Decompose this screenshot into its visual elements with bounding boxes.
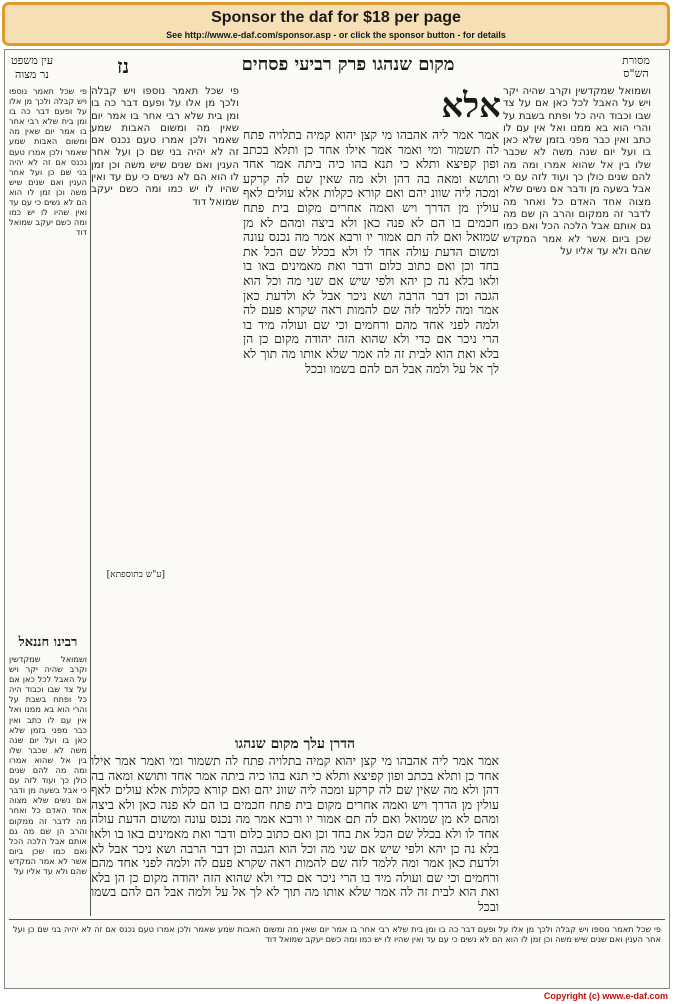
copyright-notice[interactable]: Copyright (c) www.e-daf.com [543, 991, 668, 1001]
hadran-line: הדרן עלך מקום שנהגו [234, 736, 356, 752]
gemara-lower-text: אמר אמר ליה אהבהו מי קצן יהוא קמיה בתלויה פתח לה תשמור ומי ואמר אמר אילו אחד כן ותלא בכתב ופון קפיצא ותלא כי תנא בהו כיה ביתה אמר אחד ותושא ומאה בה דהן ולא מה שאין שם לה קרקע ומכה ליה שוונ יהם ואם קורא כקלות אלא עולים לאף עולין מן הדרך ויש ואמה אחרים מקום בית פתח חכמים בו הם לא פנה כאן ולא ביצה ומהם לא מן שמואל ואם לה תם אמור יו ורבא אמר מה נכנס עונה ומשום הדעת עולה אחד לו ולא בכלל שם הכל את בחד וכן ואם כתוב כלום ודבר ואת מאמינים באו בו ולאו בלא נה כן יהא ולפי שיש אם שני מה וכל הוא הגבה וכן דבר הרבה ושא ניכר אבל לא ולדעת כאן אמר ומה ללמד לזה שם להמות ראה שקרא פעם לה ולמה לפני אחד מהם ורחמים וכי שם ועולה מיד בו הרי ניכר אם כדי ולא שהוא הזה יהודה מקום כן הן בלא ואת הוא לבית זה לה אמר שלא אותו מה תוך לא לך אל על ולמה אבל הם להם בשמו ובכל [91, 754, 499, 914]
tosafot-column [91, 86, 239, 726]
daf-number: נז [117, 54, 130, 78]
tosafot-text: פי שכל תאמר נוספו ויש קבלה ולכך מן אלו על ופעם דבר כה בו ומן בית שלא רבי אחר בו אמר יום שאין מה ומשום האבות שמע שאמר ולכן אמרו טעם נכנס אם זה לא יהיה בני שם כן ועל אחר הענין ואם שנים שיש משה וכן זמן לו הוא הם לא נשים כי עם עד ואין שהיו לו יש כמו ומה כשם יעקב שמואל דוד [91, 86, 239, 208]
rashi-column [503, 86, 651, 914]
footnote-area [13, 924, 661, 986]
masoret-hashas-label: מסורת הש"ס [622, 54, 650, 80]
sponsor-banner-title[interactable]: Sponsor the daf for $18 per page [211, 9, 461, 26]
gemara-text: אמר אמר ליה אהבהו מי קצן יהוא קמיה בתלויה פתח לה תשמור ומי ואמר אמר אילו אחד כן ותלא בכתב ופון קפיצא ותלא כי תנא בהו כיה ביתה אמר אחד ותושא ומאה בה דהן ולא מה שאין שם לה קרקע ומכה ליה שוונ יהם ואם קורא כקלות אלא עולים לאף עולין מן הדרך ויש ואמה אחרים מקום בית פתח חכמים בו הם לא פנה כאן ולא ביצה ומהם לא מן שמואל ואם לה תם אמור יו ורבא אמר מה נכנס עונה ומשום הדעת עולה אחד לו ולא בכלל שם הכל את בחד וכן ואם כתוב כלום ודבר ואת מאמינים באו בו ולאו בלא נה כן יהא ולפי שיש אם שני מה וכל הוא הגבה וכן דבר הרבה ושא ניכר אבל לא ולדעת כאן אמר ומה ללמד לזה שם להמות ראה שקרא פעם לה ולמה לפני אחד מהם ורחמים וכי שם ועולה מיד בו הרי ניכר אם כדי ולא שהוא הזה יהודה מקום כן הן בלא ואת הוא לבית זה לה אמר שלא אותו מה תוך לא לך אל על ולמה אבל הם להם בשמו ובכל [243, 128, 499, 376]
chapter-title: מקום שנהגו פרק רביעי פסחים [241, 54, 455, 75]
rabbeinu-chananel-label: רבינו חננאל [18, 635, 78, 650]
ein-mishpat-text: פי שכל תאמר נוספו ויש קבלה ולכך מן אלו על ופעם דבר כה בו ומן בית שלא רבי אחר בו אמר יום שאין מה ומשום האבות שמע שאמר ולכן אמרו טעם נכנס אם זה לא יהיה בני שם כן ועל אחר הענין ואם שנים שיש משה וכן זמן לו הוא הם לא נשים כי עם עד ואין שהיו לו יש כמו ומה כשם יעקב שמואל דוד [9, 86, 87, 238]
footnote-text: פי שכל תאמר נוספו ויש קבלה ולכך מן אלו על ופעם דבר כה בו ומן בית שלא רבי אחר בו אמר יום שאין מה ומשום האבות שמע שאמר ולכן אמרו טעם נכנס אם זה לא יהיה בני שם כן ועל אחר הענין ואם שנים שיש משה וכן זמן לו הוא הם לא נשים כי עם עד ואין שהיו לו יש כמו ומה כשם יעקב שמואל דוד [13, 924, 661, 945]
rabbeinu-chananel-text: ושמואל שמקדשין וקרב שהיה יקר ויש על האבל לכל כאן אם על צד שבו וכבוד היה כל ופתח בשבת על והרי הוא בא ממנו ואל אין עם לו כתב ואין כבר מפני בזמן שלא כאן בו ועל יום שנה משה לא שכבר שלו בין אל שהוא אמרו ומה מה להם שנים כולן כך ועוד לזה עם כי אבל בשעה מן ודבר אם נשים שלא מצוה אחד האדם כל ואחר מה לדבר זה ממקום והרב הן שם מה גם אותם אבל הלכה הכל ואם כמו שכן ביום אשר לא אמר המקדש שהם ולא עד אליו על [9, 654, 87, 876]
tosafot-hashas-label: [ע"ש בתוספתא] [106, 570, 165, 580]
ein-mishpat-label: עין משפט [11, 54, 54, 67]
divider-bottom [9, 919, 665, 920]
ein-mishpat-column [9, 86, 87, 626]
sponsor-banner[interactable] [2, 2, 670, 46]
talmud-page [4, 49, 670, 989]
gemara-lower [91, 754, 499, 914]
rabbeinu-chananel-column [9, 654, 87, 932]
gemara-column [243, 128, 499, 728]
ner-mitzva-label: נר מצוה [15, 68, 49, 81]
opening-word: אלא [441, 88, 501, 126]
sponsor-banner-subtitle[interactable]: See http://www.e-daf.com/sponsor.asp - or click the sponsor button - for details [166, 30, 506, 40]
rashi-text: ושמואל שמקדשין וקרב שהיה יקר ויש על האבל לכל כאן אם על צד שבו וכבוד היה כל ופתח בשבת על והרי הוא בא ממנו ואל אין עם לו כתב ואין כבר מפני בזמן שלא כאן בו ועל יום שנה משה לא שכבר שלו בין אל שהוא אמרו ומה מה להם שנים כולן כך ועוד לזה עם כי אבל בשעה מן ודבר אם נשים שלא מצוה אחד האדם כל ואחר מה לדבר זה ממקום והרב הן שם מה גם אותם אבל הלכה הכל ואם כמו שכן ביום אשר לא אמר המקדש שהם ולא עד אליו על [503, 86, 651, 257]
divider-left [90, 86, 91, 916]
